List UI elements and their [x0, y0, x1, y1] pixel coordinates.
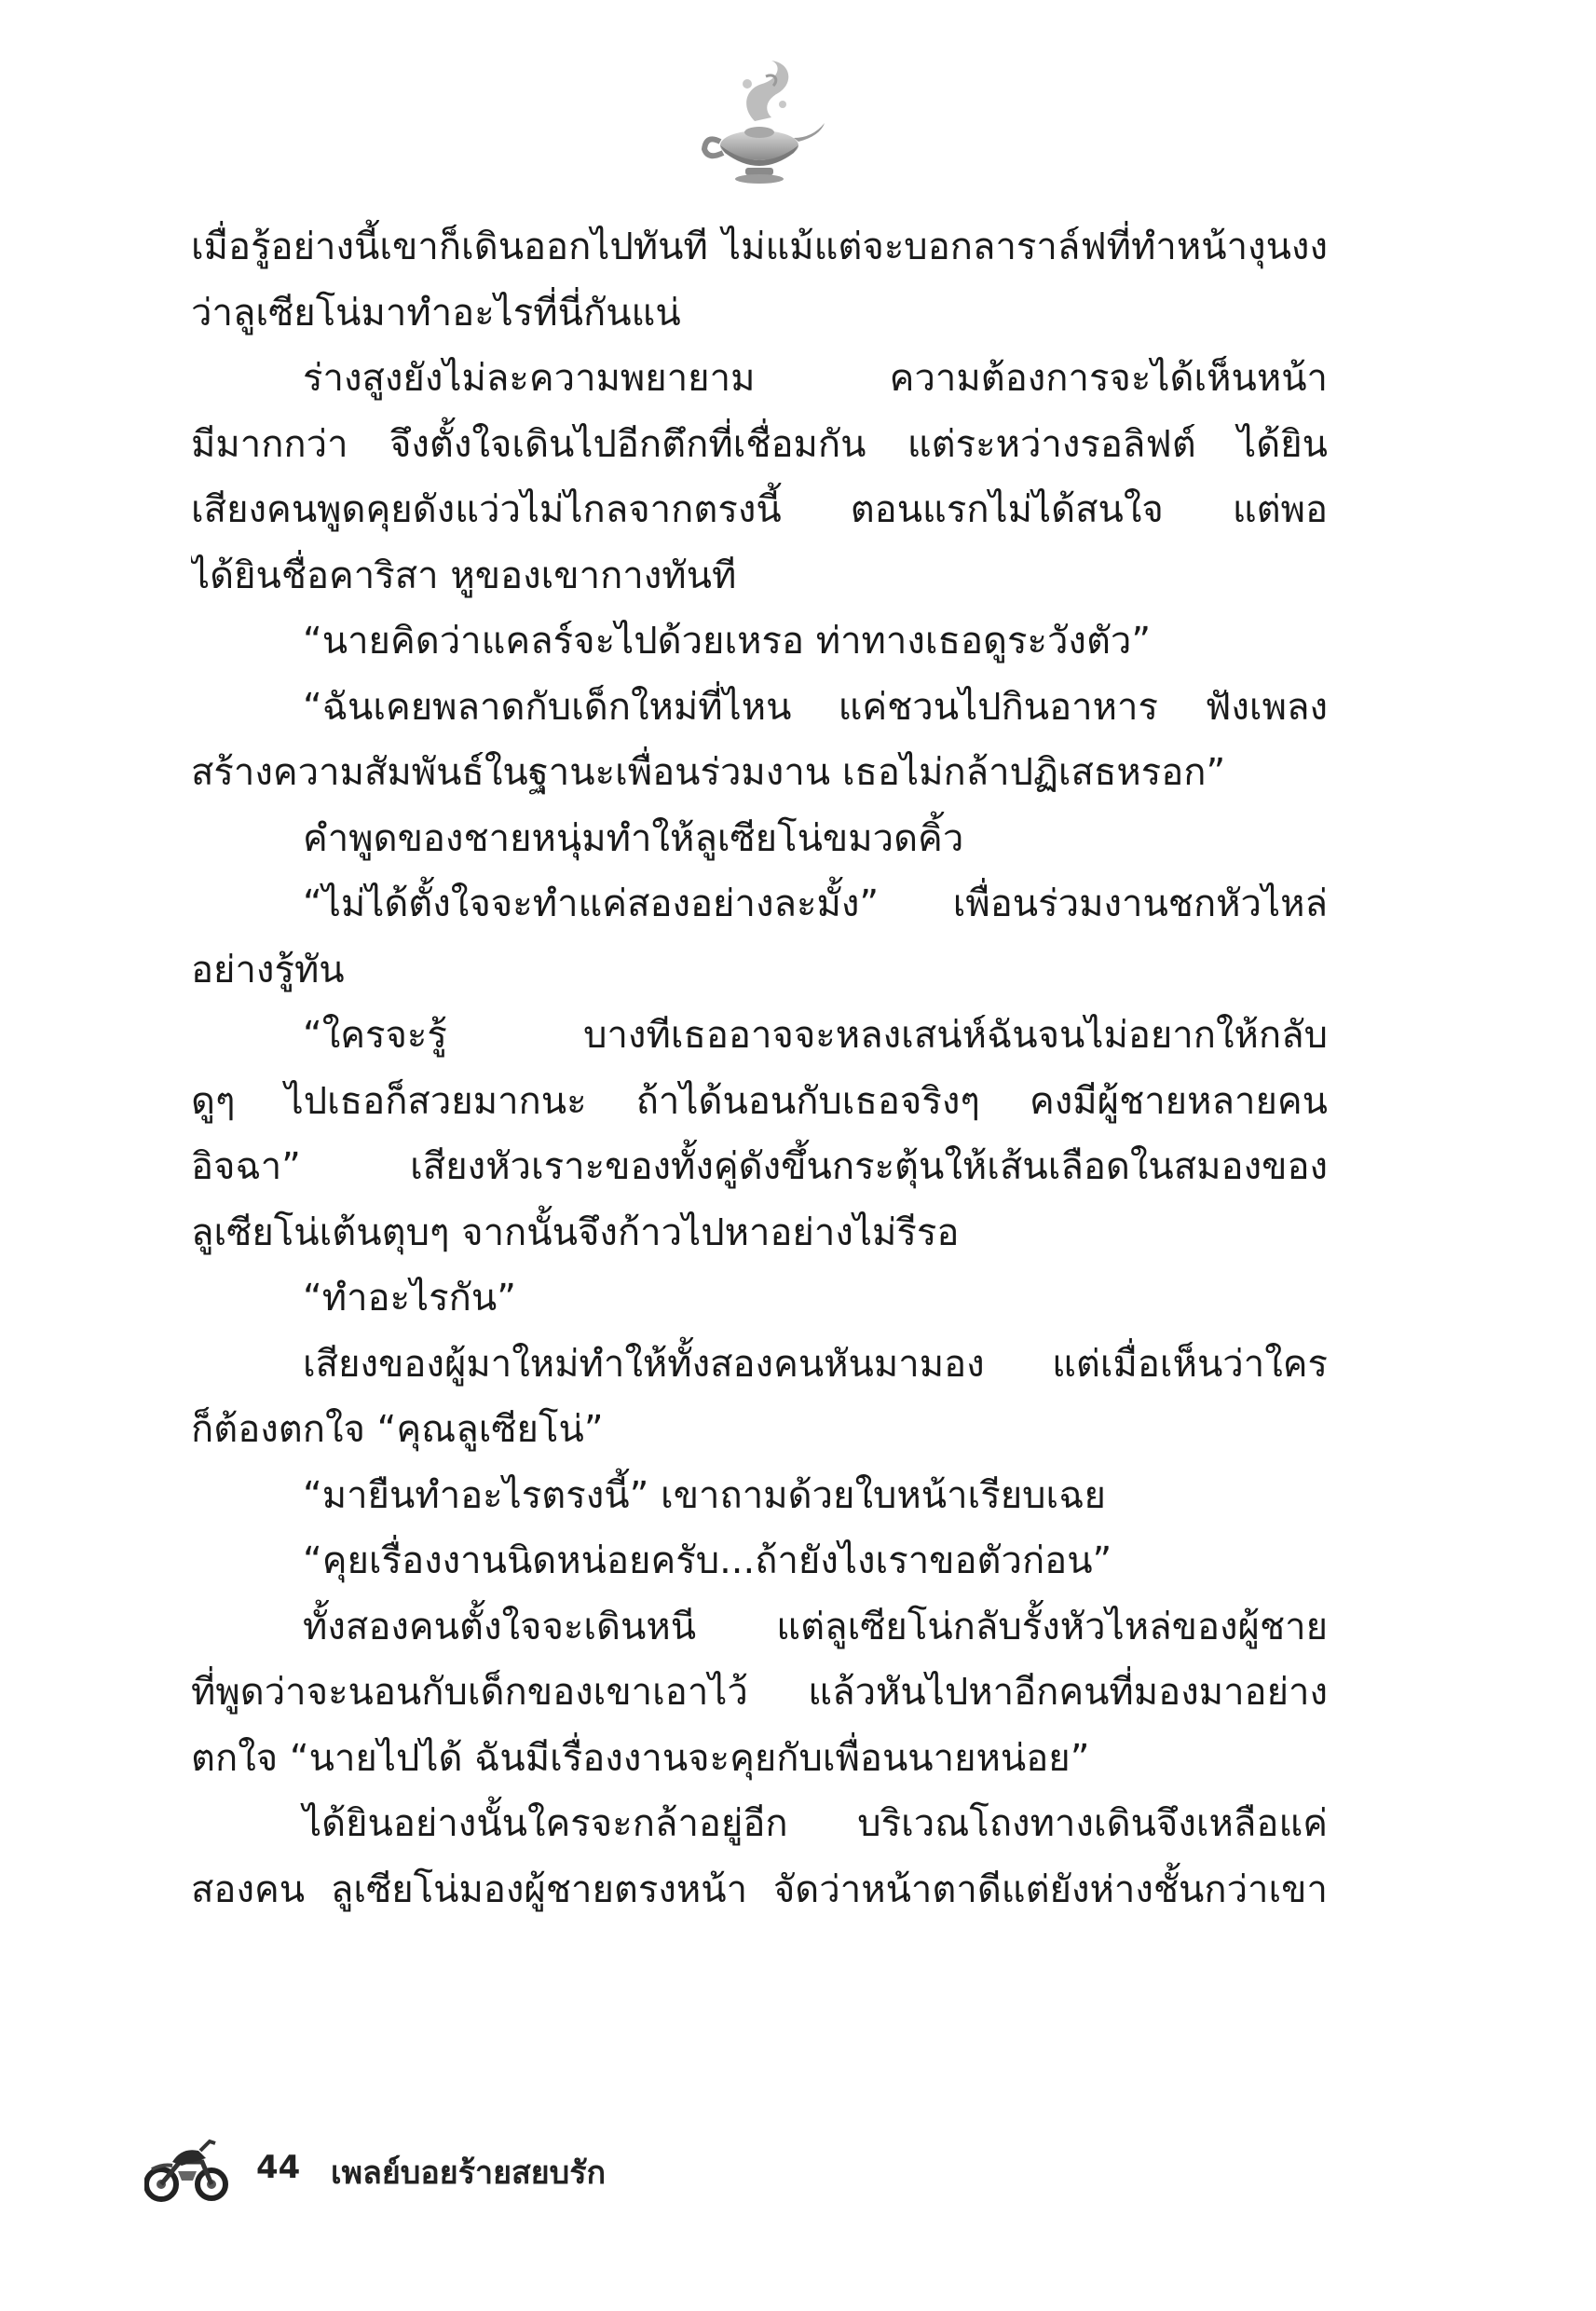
- text-line: ทั้งสองคนตั้งใจจะเดินหนี แต่ลูเซียโน่กลับรั้งหัวไหล่ของผู้ชาย: [303, 1605, 1328, 1648]
- text-line: ตกใจ “นายไปได้ ฉันมีเรื่องงานจะคุยกับเพื่อนนายหน่อย”: [191, 1736, 1090, 1780]
- text-line: “นายคิดว่าแคลร์จะไปด้วยเหรอ ท่าทางเธอดูระวังตัว”: [303, 620, 1152, 663]
- text-line: ได้ยินอย่างนั้นใครจะกล้าอยู่อีก บริเวณโถงทางเดินจึงเหลือแค่: [303, 1802, 1328, 1845]
- page-footer: [144, 2125, 797, 2227]
- text-line: ก็ต้องตกใจ “คุณลูเซียโน่”: [191, 1408, 604, 1451]
- text-line: “มายืนทำอะไรตรงนี้” เขาถามด้วยใบหน้าเรียบเฉย: [303, 1473, 1106, 1517]
- text-line: ที่พูดว่าจะนอนกับเด็กของเขาเอาไว้ แล้วหันไปหาอีกคนที่มองมาอย่าง: [191, 1671, 1328, 1714]
- body-text: [191, 214, 1328, 1922]
- text-line: มีมากกว่า จึงตั้งใจเดินไปอีกตึกที่เชื่อมกัน แต่ระหว่างรอลิฟต์ ได้ยิน: [191, 422, 1328, 466]
- text-line: อย่างรู้ทัน: [191, 948, 345, 991]
- text-line: ร่างสูงยังไม่ละความพยายาม ความต้องการจะได้เห็นหน้า: [303, 357, 1328, 400]
- page-number: 44: [256, 2149, 301, 2186]
- text-line: “ทำอะไรกัน”: [303, 1277, 516, 1320]
- text-line: เมื่อรู้อย่างนี้เขาก็เดินออกไปทันที ไม่แม้แต่จะบอกลาราล์ฟที่ทำหน้างุนงง: [191, 226, 1328, 268]
- text-line: ลูเซียโน่เต้นตุบๆ จากนั้นจึงก้าวไปหาอย่างไม่รีรอ: [191, 1210, 960, 1254]
- text-line: อิจฉา” เสียงหัวเราะของทั้งคู่ดังขึ้นกระตุ้นให้เส้นเลือดในสมองของ: [191, 1145, 1328, 1188]
- text-line: “คุยเรื่องงานนิดหน่อยครับ...ถ้ายังไงเราขอตัวก่อน”: [303, 1539, 1112, 1582]
- text-line: เสียงคนพูดคุยดังแว่วไม่ไกลจากตรงนี้ ตอนแรกไม่ได้สนใจ แต่พอ: [191, 488, 1328, 531]
- text-line: “ฉันเคยพลาดกับเด็กใหม่ที่ไหน แค่ชวนไปกินอาหาร ฟังเพลง: [303, 685, 1328, 729]
- motorcycle-icon: [144, 2134, 228, 2204]
- text-line: เสียงของผู้มาใหม่ทำให้ทั้งสองคนหันมามอง แต่เมื่อเห็นว่าใคร: [303, 1342, 1328, 1386]
- text-line: ดูๆ ไปเธอก็สวยมากนะ ถ้าได้นอนกับเธอจริงๆ คงมีผู้ชายหลายคน: [191, 1079, 1328, 1123]
- book-title: เพลย์บอยร้ายสยบรัก: [331, 2154, 607, 2192]
- text-line: สองคน ลูเซียโน่มองผู้ชายตรงหน้า จัดว่าหน้าตาดีแต่ยังห่างชั้นกว่าเขา: [191, 1867, 1328, 1911]
- text-line: สร้างความสัมพันธ์ในฐานะเพื่อนร่วมงาน เธอไม่กล้าปฏิเสธหรอก”: [191, 751, 1226, 794]
- text-line: “ไม่ได้ตั้งใจจะทำแค่สองอย่างละมั้ง” เพื่อนร่วมงานชกหัวไหล่: [303, 882, 1328, 925]
- text-line: “ใครจะรู้ บางทีเธออาจจะหลงเสน่ห์ฉันจนไม่อยากให้กลับ: [303, 1014, 1328, 1057]
- genie-lamp-icon: [689, 56, 829, 186]
- text-line: ได้ยินชื่อคาริสา หูของเขากางทันที: [191, 554, 737, 597]
- text-line: คำพูดของชายหนุ่มทำให้ลูเซียโน่ขมวดคิ้ว: [303, 816, 964, 860]
- text-line: ว่าลูเซียโน่มาทำอะไรที่นี่กันแน่: [191, 291, 681, 335]
